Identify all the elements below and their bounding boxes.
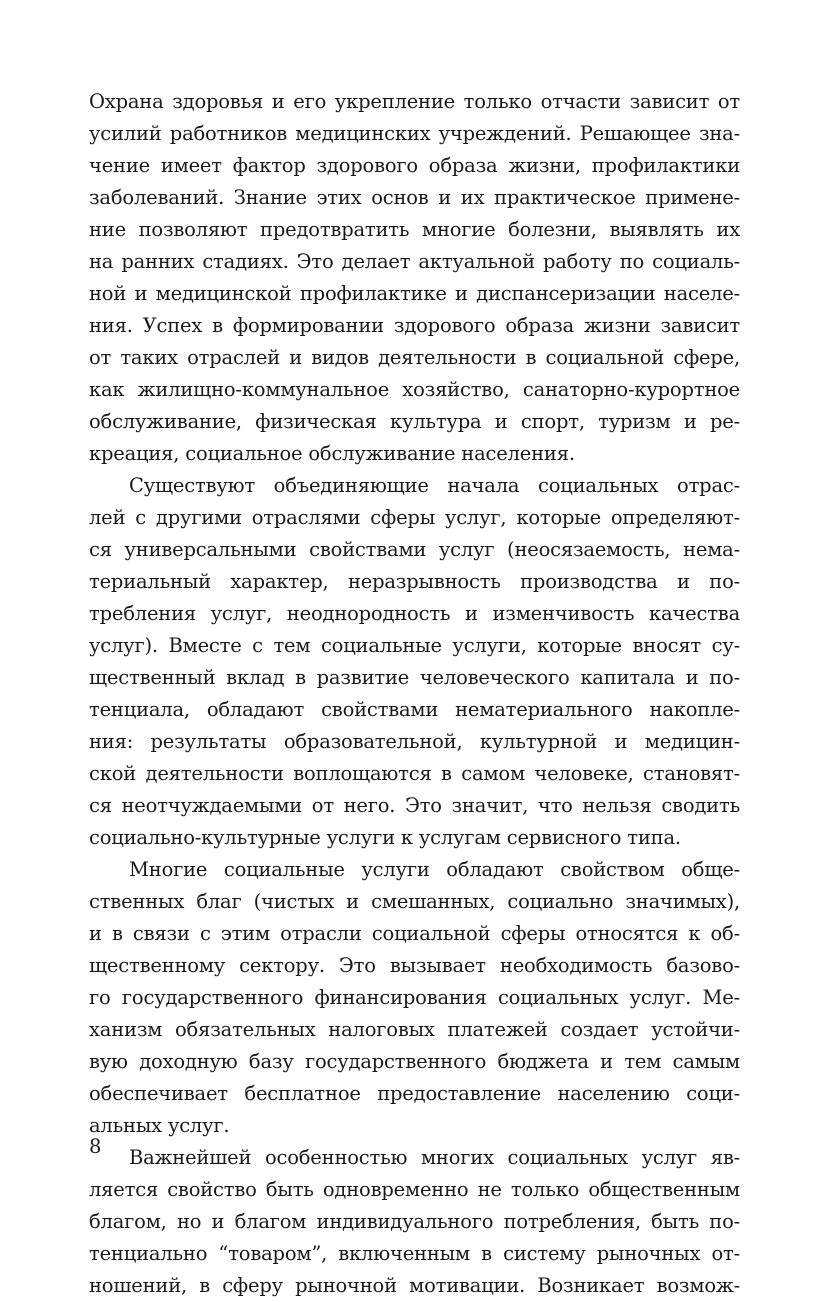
page-body <box>89 86 740 1302</box>
text-line: щественному сектору. Это вызывает необходимость базово- <box>89 954 740 977</box>
paragraph <box>89 854 740 1142</box>
paragraph <box>89 1142 740 1302</box>
text-line: ханизм обязательных налоговых платежей создает устойчи- <box>89 1018 740 1041</box>
text-line: тенциально “товаром”, включенным в систему рыночных от- <box>89 1242 740 1265</box>
text-line: щественный вклад в развитие человеческого капитала и по- <box>89 666 740 689</box>
text-line: чение имеет фактор здорового образа жизни, профилактики <box>89 154 740 177</box>
text-line: ние позволяют предотвратить многие болезни, выявлять их <box>89 218 740 241</box>
text-line: ния. Успех в формировании здорового образа жизни зависит <box>89 314 740 337</box>
text-line: на ранних стадиях. Это делает актуальной работу по социаль- <box>89 250 740 273</box>
text-line: териальный характер, неразрывность производства и по- <box>89 570 740 593</box>
text-line: социально-культурные услуги к услугам сервисного типа. <box>89 826 681 849</box>
text-line: Важнейшей особенностью многих социальных услуг яв- <box>129 1146 740 1169</box>
text-line: Охрана здоровья и его укрепление только отчасти зависит от <box>89 90 740 113</box>
text-line: Многие социальные услуги обладают свойством обще- <box>129 858 740 881</box>
text-line: услуг). Вместе с тем социальные услуги, которые вносят су- <box>89 634 740 657</box>
text-line: ской деятельности воплощаются в самом человеке, становят- <box>89 762 740 785</box>
text-line: креация, социальное обслуживание населения. <box>89 442 575 465</box>
paragraph <box>89 86 740 470</box>
text-line: лей с другими отраслями сферы услуг, которые определяют- <box>89 506 740 529</box>
text-line: требления услуг, неоднородность и изменчивость качества <box>89 602 740 625</box>
text-line: усилий работников медицинских учреждений. Решающее зна- <box>89 122 740 145</box>
text-line: и в связи с этим отрасли социальной сферы относятся к об- <box>89 922 740 945</box>
text-line: ственных благ (чистых и смешанных, социально значимых), <box>89 890 740 913</box>
text-line: обеспечивает бесплатное предоставление населению соци- <box>89 1082 740 1105</box>
paragraph <box>89 470 740 854</box>
text-line: Существуют объединяющие начала социальных отрас- <box>129 474 740 497</box>
text-line: тенциала, обладают свойствами нематериального накопле- <box>89 698 740 721</box>
text-line: ляется свойство быть одновременно не только общественным <box>89 1178 740 1201</box>
text-line: заболеваний. Знание этих основ и их практическое примене- <box>89 186 740 209</box>
text-line: ношений, в сферу рыночной мотивации. Возникает возмож- <box>89 1274 740 1297</box>
text-line: как жилищно-коммунальное хозяйство, санаторно-курортное <box>89 378 740 401</box>
text-line: ся универсальными свойствами услуг (неосязаемость, нема- <box>89 538 740 561</box>
text-line: го государственного финансирования социальных услуг. Ме- <box>89 986 740 1009</box>
text-line: альных услуг. <box>89 1114 230 1137</box>
text-line: вую доходную базу государственного бюджета и тем самым <box>89 1050 740 1073</box>
text-line: ся неотчуждаемыми от него. Это значит, что нельзя сводить <box>89 794 740 817</box>
text-line: от таких отраслей и видов деятельности в социальной сфере, <box>89 346 740 369</box>
text-line: благом, но и благом индивидуального потребления, быть по- <box>89 1210 740 1233</box>
text-line: обслуживание, физическая культура и спорт, туризм и ре- <box>89 410 740 433</box>
page-number: 8 <box>89 1135 102 1158</box>
text-line: ной и медицинской профилактике и диспансеризации населе- <box>89 282 740 305</box>
text-line: ния: результаты образовательной, культурной и медицин- <box>89 730 740 753</box>
